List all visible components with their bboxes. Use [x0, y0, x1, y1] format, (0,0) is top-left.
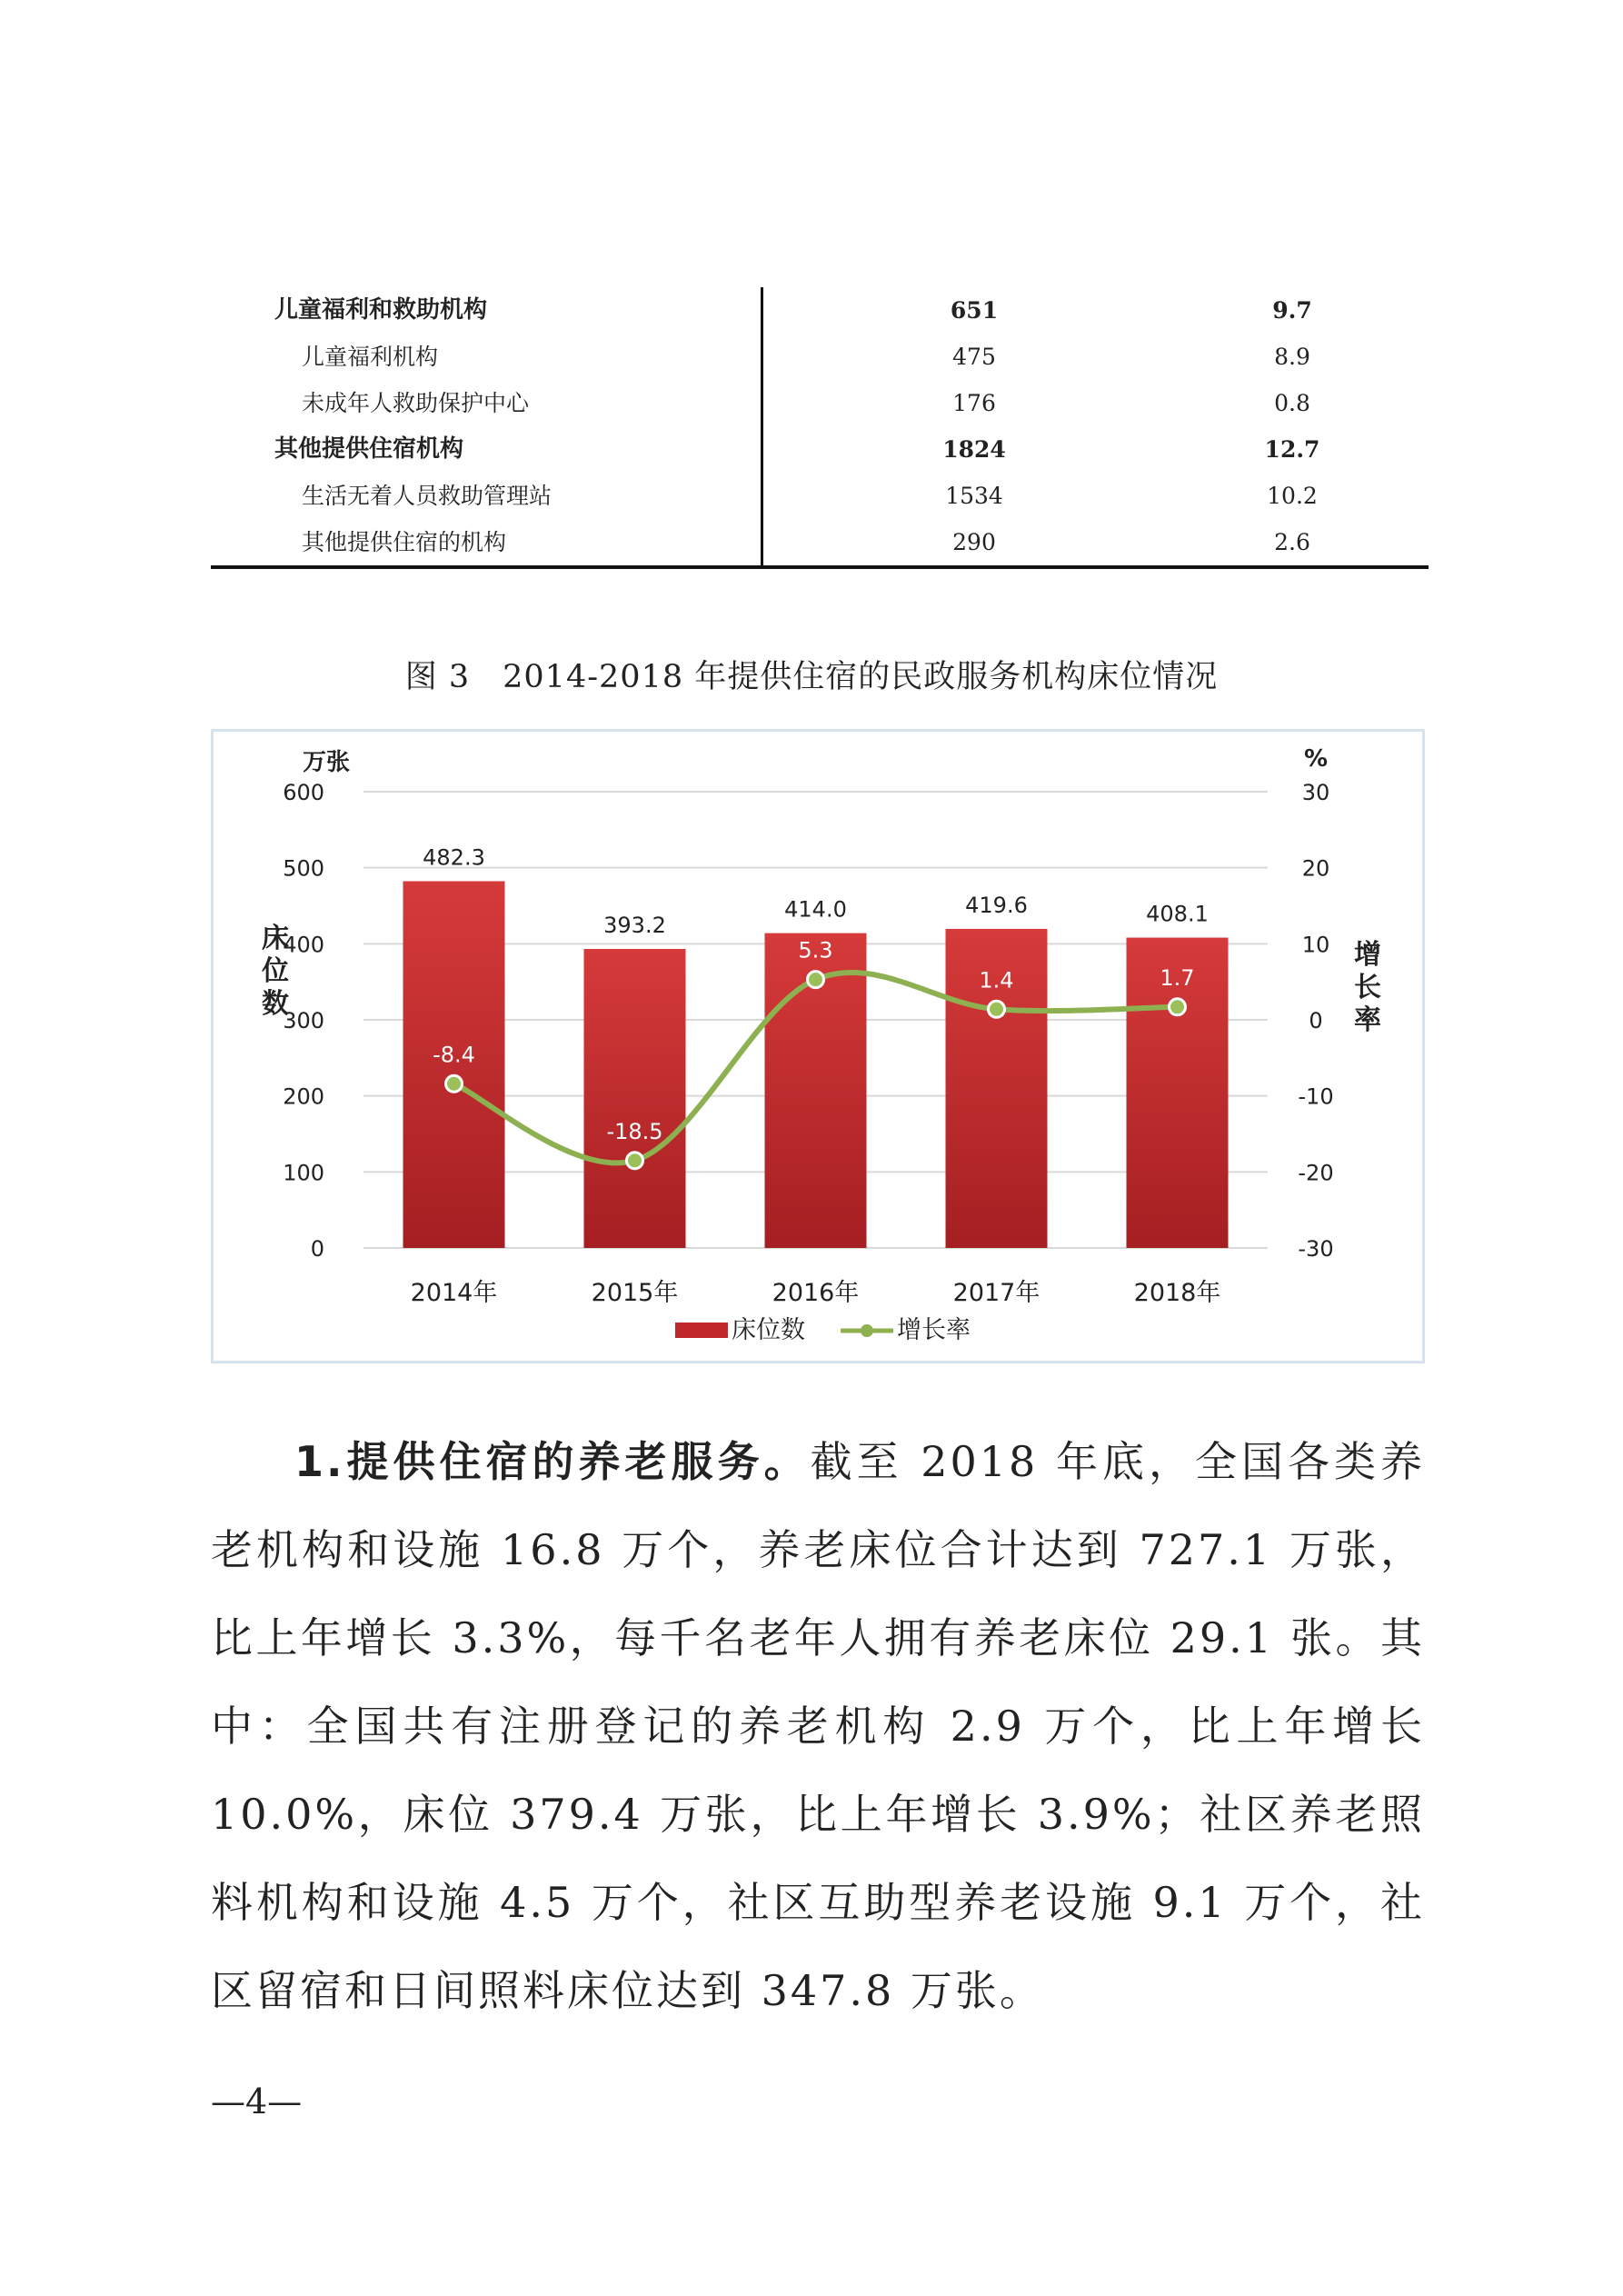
y-right-tick: -10 — [1298, 1083, 1334, 1110]
y-left-unit: 万张 — [302, 749, 351, 776]
legend-line-label: 增长率 — [897, 1316, 971, 1344]
stats-table — [211, 287, 1429, 569]
table-bottom-rule — [211, 565, 1429, 569]
row-count: 1534 — [945, 483, 1003, 509]
y-right-unit: % — [1303, 745, 1329, 773]
row-beds: 12.7 — [1264, 436, 1320, 463]
table-row — [211, 426, 1429, 473]
growth-value-label: 1.7 — [1160, 964, 1195, 991]
y-right-label-char: 长 — [1354, 972, 1381, 1003]
row-beds: 10.2 — [1267, 483, 1318, 509]
x-tick-label: 2017年 — [952, 1279, 1041, 1307]
growth-point — [1170, 999, 1186, 1015]
bar — [584, 949, 686, 1248]
y-left-tick: 400 — [283, 932, 324, 958]
y-left-label-char: 数 — [262, 988, 289, 1020]
y-left-tick: 600 — [283, 780, 324, 805]
y-right-tick: 30 — [1301, 780, 1330, 805]
paragraph-lead: 1.提供住宿的养老服务。 — [294, 1437, 811, 1486]
row-count: 290 — [952, 529, 996, 555]
row-label: 其他提供住宿的机构 — [302, 529, 507, 555]
growth-point — [627, 1153, 643, 1169]
row-count: 475 — [952, 344, 996, 370]
x-tick-label: 2016年 — [772, 1279, 860, 1307]
y-right-tick: -20 — [1298, 1160, 1334, 1186]
bar-value-label: 482.3 — [423, 844, 485, 871]
y-left-tick: 500 — [283, 855, 324, 882]
chart-container — [211, 729, 1425, 1363]
row-count: 1824 — [942, 436, 1006, 463]
growth-point — [808, 972, 824, 988]
growth-value-label: 1.4 — [979, 967, 1014, 993]
growth-point — [989, 1001, 1005, 1017]
growth-value-label: -18.5 — [606, 1118, 663, 1144]
row-count: 176 — [952, 390, 996, 416]
y-right-tick: 20 — [1301, 855, 1330, 882]
y-left-tick: 0 — [310, 1236, 324, 1262]
y-left-tick: 300 — [283, 1008, 324, 1033]
bar-value-label: 414.0 — [784, 896, 847, 923]
table-row — [211, 519, 1429, 565]
growth-point — [446, 1075, 463, 1092]
body-paragraph — [211, 1418, 1425, 2035]
row-beds: 9.7 — [1272, 297, 1312, 324]
x-tick-label: 2015年 — [591, 1279, 679, 1307]
row-label: 未成年人救助保护中心 — [302, 390, 530, 416]
figure-caption: 图 3 2014-2018 年提供住宿的民政服务机构床位情况 — [404, 659, 1219, 695]
row-beds: 8.9 — [1274, 344, 1310, 370]
growth-value-label: 5.3 — [798, 937, 833, 963]
y-right-label-char: 增 — [1354, 939, 1381, 971]
row-beds: 0.8 — [1274, 390, 1310, 416]
row-label: 生活无着人员救助管理站 — [302, 483, 553, 509]
page-number: —4— — [211, 2081, 303, 2121]
y-left-tick: 200 — [283, 1083, 324, 1110]
row-label: 其他提供住宿机构 — [274, 435, 464, 463]
y-right-tick: 10 — [1301, 932, 1330, 958]
paragraph-body: 截至 2018 年底，全国各类养老机构和设施 16.8 万个，养老床位合计达到 727.1 万张，比上年增长 3.3%，每千名老年人拥有养老床位 29.1 张。其中：全国共有注册登记的养老机构 2.9 万个，比上年增长 10.0%，床位 379.4 万张，比上年增长 3.9%；社区养老照料机构和设施 4.5 万个，社区互助型养老设施 9.1 万个，社区留宿和日间照料床位达到 347.8 万张。 — [211, 1437, 1426, 2015]
row-beds: 2.6 — [1274, 529, 1310, 555]
y-right-tick: 0 — [1309, 1008, 1323, 1033]
x-tick-label: 2018年 — [1133, 1279, 1221, 1307]
legend-bar-swatch — [675, 1323, 728, 1338]
y-right-label-char: 率 — [1354, 1004, 1381, 1036]
row-count: 651 — [950, 297, 999, 324]
row-label: 儿童福利和救助机构 — [274, 296, 488, 324]
legend-bar-label: 床位数 — [732, 1316, 805, 1344]
y-left-label-char: 位 — [262, 955, 289, 987]
bar-value-label: 419.6 — [965, 892, 1028, 918]
table-row — [211, 473, 1429, 519]
growth-value-label: -8.4 — [433, 1042, 475, 1068]
y-left-label-char: 床 — [262, 923, 289, 954]
y-right-tick: -30 — [1298, 1236, 1334, 1262]
table-row — [211, 380, 1429, 426]
x-tick-label: 2014年 — [410, 1279, 498, 1307]
bar-value-label: 393.2 — [603, 913, 666, 939]
bar-value-label: 408.1 — [1146, 901, 1209, 927]
bed-chart — [214, 732, 1422, 1361]
table-row — [211, 334, 1429, 380]
row-label: 儿童福利机构 — [302, 344, 439, 370]
table-row — [211, 287, 1429, 334]
y-left-tick: 100 — [283, 1160, 324, 1186]
legend-line-marker — [861, 1324, 873, 1337]
